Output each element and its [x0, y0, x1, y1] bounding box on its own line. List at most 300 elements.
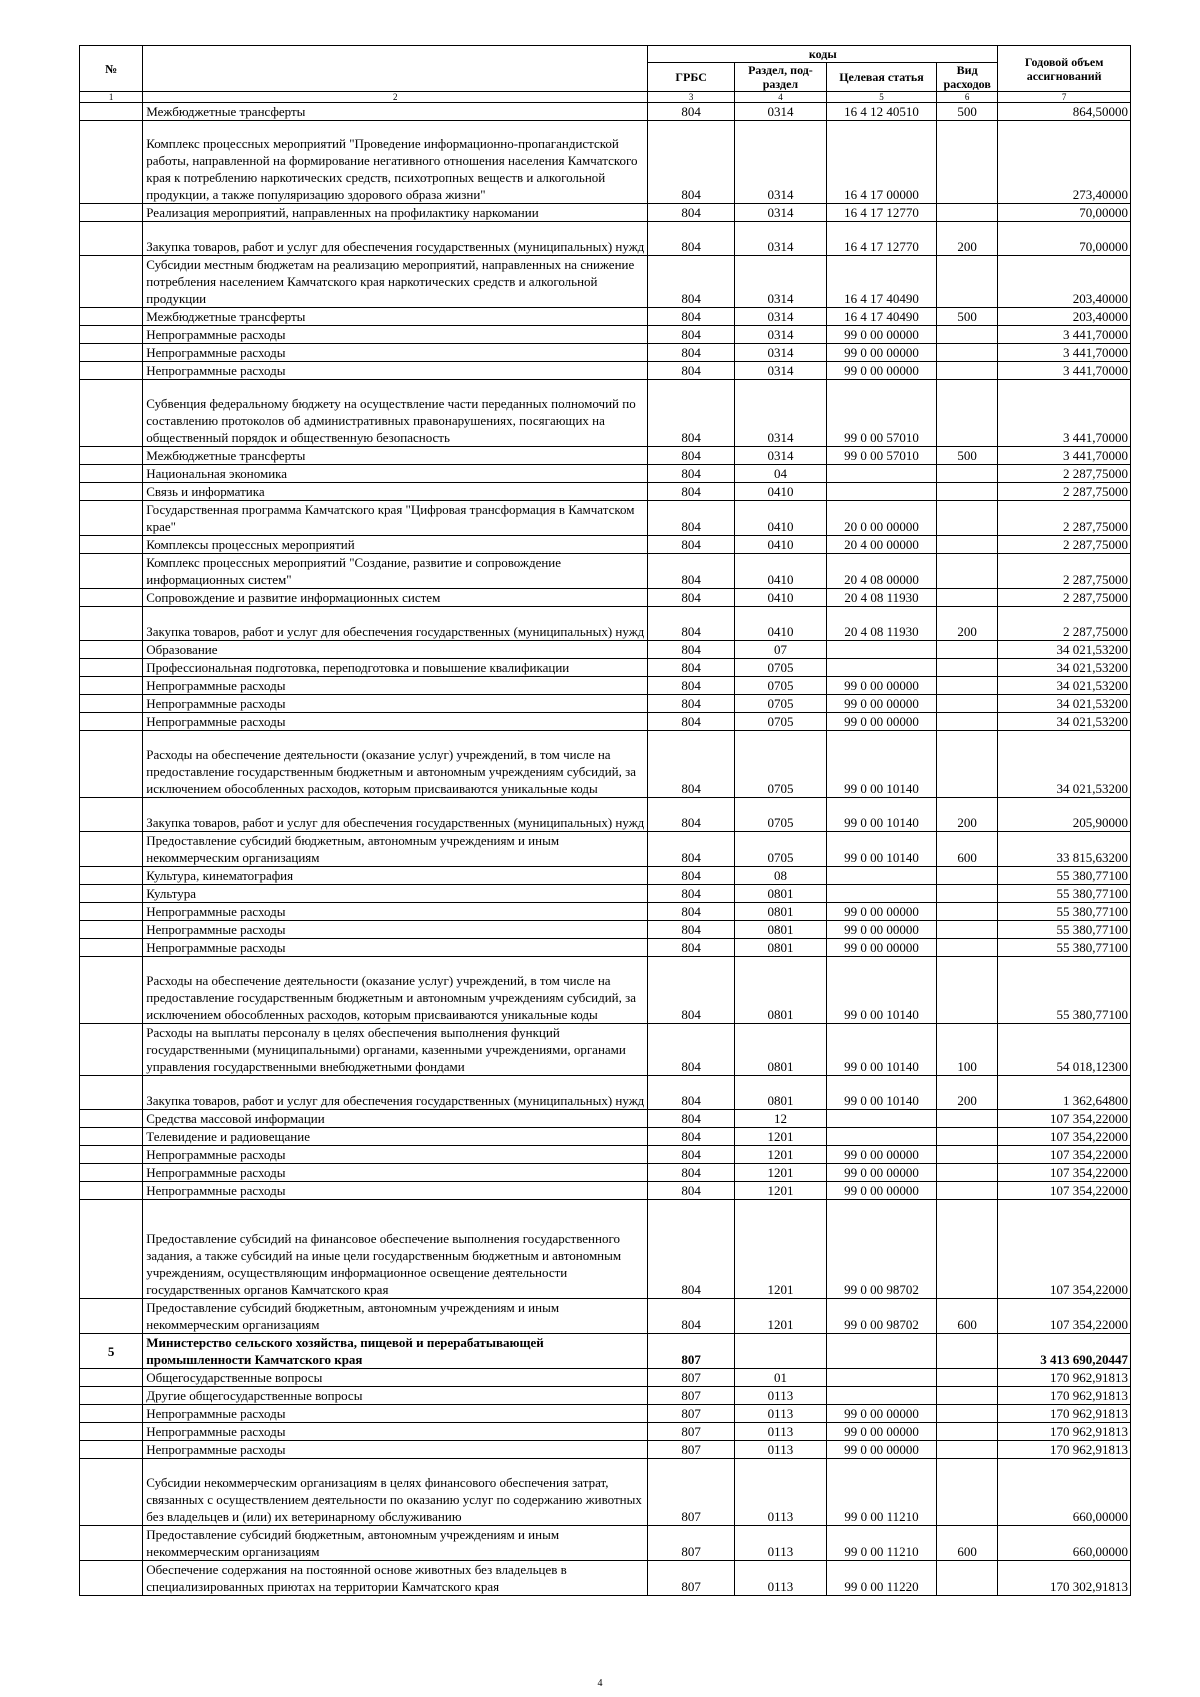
row-name-cell: Национальная экономика: [143, 465, 648, 483]
row-target-article-cell: 20 4 00 00000: [826, 536, 936, 554]
row-name-cell: Культура, кинематография: [143, 867, 648, 885]
row-grbs-cell: 807: [648, 1526, 735, 1561]
row-amount-cell: 660,00000: [998, 1459, 1131, 1526]
row-grbs-cell: 804: [648, 798, 735, 832]
row-amount-cell: 34 021,53200: [998, 713, 1131, 731]
table-row: [80, 1405, 1131, 1423]
row-section-cell: 0410: [735, 536, 827, 554]
row-target-article-cell: 99 0 00 00000: [826, 1164, 936, 1182]
table-body: [80, 103, 1131, 1596]
table-row: [80, 362, 1131, 380]
row-amount-cell: 55 380,77100: [998, 885, 1131, 903]
row-target-article-cell: 99 0 00 10140: [826, 1076, 936, 1110]
table-row: [80, 641, 1131, 659]
row-number-cell: [80, 465, 143, 483]
row-name-cell: Предоставление субсидий бюджетным, автономным учреждениям и иным некоммерческим организациям: [143, 1299, 648, 1334]
row-target-article-cell: 99 0 00 00000: [826, 326, 936, 344]
row-target-article-cell: 99 0 00 57010: [826, 380, 936, 447]
row-section-cell: 0113: [735, 1405, 827, 1423]
row-amount-cell: 107 354,22000: [998, 1182, 1131, 1200]
row-name-cell: Закупка товаров, работ и услуг для обеспечения государственных (муниципальных) нужд: [143, 798, 648, 832]
row-name-cell: Непрограммные расходы: [143, 677, 648, 695]
row-grbs-cell: 804: [648, 501, 735, 536]
row-amount-cell: 55 380,77100: [998, 957, 1131, 1024]
row-expense-type-cell: [937, 867, 998, 885]
row-target-article-cell: 99 0 00 57010: [826, 447, 936, 465]
row-number-cell: [80, 1164, 143, 1182]
row-target-article-cell: 99 0 00 00000: [826, 1441, 936, 1459]
row-grbs-cell: 804: [648, 903, 735, 921]
row-number-cell: [80, 1405, 143, 1423]
row-expense-type-cell: [937, 1405, 998, 1423]
row-expense-type-cell: [937, 1561, 998, 1596]
row-amount-cell: 107 354,22000: [998, 1146, 1131, 1164]
row-number-cell: [80, 903, 143, 921]
row-name-cell: Непрограммные расходы: [143, 695, 648, 713]
row-section-cell: 0801: [735, 1076, 827, 1110]
row-expense-type-cell: [937, 921, 998, 939]
row-target-article-cell: [826, 867, 936, 885]
row-amount-cell: 2 287,75000: [998, 536, 1131, 554]
row-target-article-cell: 99 0 00 10140: [826, 798, 936, 832]
row-expense-type-cell: [937, 1459, 998, 1526]
row-number-cell: [80, 326, 143, 344]
row-grbs-cell: 807: [648, 1334, 735, 1369]
row-target-article-cell: [826, 1334, 936, 1369]
row-section-cell: 1201: [735, 1299, 827, 1334]
row-grbs-cell: 804: [648, 885, 735, 903]
row-expense-type-cell: [937, 326, 998, 344]
row-name-cell: Комплексы процессных мероприятий: [143, 536, 648, 554]
table-row: [80, 1387, 1131, 1405]
header-name: [143, 46, 648, 92]
column-number: 4: [735, 92, 827, 103]
row-target-article-cell: [826, 1387, 936, 1405]
row-name-cell: Комплекс процессных мероприятий "Создание, развитие и сопровождение информационных систем": [143, 554, 648, 589]
row-number-cell: [80, 713, 143, 731]
row-grbs-cell: 804: [648, 921, 735, 939]
row-expense-type-cell: [937, 641, 998, 659]
row-target-article-cell: [826, 465, 936, 483]
row-section-cell: 0705: [735, 832, 827, 867]
row-grbs-cell: 804: [648, 607, 735, 641]
row-section-cell: 0113: [735, 1441, 827, 1459]
row-amount-cell: 107 354,22000: [998, 1299, 1131, 1334]
row-name-cell: Закупка товаров, работ и услуг для обеспечения государственных (муниципальных) нужд: [143, 607, 648, 641]
row-name-cell: Общегосударственные вопросы: [143, 1369, 648, 1387]
row-target-article-cell: [826, 885, 936, 903]
table-row: [80, 1423, 1131, 1441]
row-section-cell: 08: [735, 867, 827, 885]
row-amount-cell: 660,00000: [998, 1526, 1131, 1561]
row-expense-type-cell: [937, 1200, 998, 1299]
row-section-cell: 1201: [735, 1182, 827, 1200]
row-expense-type-cell: [937, 1146, 998, 1164]
table-row: [80, 465, 1131, 483]
header-annual-volume: Годовой объем ассигнований: [998, 46, 1131, 92]
table-row: [80, 308, 1131, 326]
row-section-cell: 0801: [735, 921, 827, 939]
row-grbs-cell: 804: [648, 222, 735, 256]
row-name-cell: Непрограммные расходы: [143, 344, 648, 362]
row-grbs-cell: 804: [648, 326, 735, 344]
row-expense-type-cell: [937, 1387, 998, 1405]
row-grbs-cell: 804: [648, 344, 735, 362]
row-number-cell: [80, 1024, 143, 1076]
table-row: [80, 1164, 1131, 1182]
row-expense-type-cell: [937, 536, 998, 554]
row-amount-cell: 170 962,91813: [998, 1369, 1131, 1387]
row-target-article-cell: 99 0 00 00000: [826, 344, 936, 362]
row-target-article-cell: 99 0 00 00000: [826, 677, 936, 695]
table-header: [80, 46, 1131, 103]
table-row: [80, 1200, 1131, 1299]
row-expense-type-cell: [937, 1128, 998, 1146]
row-target-article-cell: [826, 659, 936, 677]
row-target-article-cell: 20 0 00 00000: [826, 501, 936, 536]
row-expense-type-cell: [937, 1334, 998, 1369]
row-number-cell: [80, 1076, 143, 1110]
row-expense-type-cell: 200: [937, 607, 998, 641]
table-row: [80, 554, 1131, 589]
row-number-cell: [80, 677, 143, 695]
table-row: [80, 380, 1131, 447]
row-number-cell: [80, 589, 143, 607]
row-number-cell: [80, 695, 143, 713]
row-amount-cell: 2 287,75000: [998, 465, 1131, 483]
header-target-article: Целевая статья: [826, 63, 936, 92]
row-target-article-cell: 20 4 08 00000: [826, 554, 936, 589]
row-section-cell: 0113: [735, 1459, 827, 1526]
row-grbs-cell: 804: [648, 589, 735, 607]
table-row: [80, 713, 1131, 731]
row-section-cell: [735, 1334, 827, 1369]
budget-table: [79, 45, 1131, 1596]
table-row: [80, 121, 1131, 204]
row-target-article-cell: [826, 1110, 936, 1128]
row-amount-cell: 170 302,91813: [998, 1561, 1131, 1596]
row-amount-cell: 34 021,53200: [998, 677, 1131, 695]
table-row: [80, 1369, 1131, 1387]
row-grbs-cell: 807: [648, 1423, 735, 1441]
row-grbs-cell: 804: [648, 641, 735, 659]
table-row: [80, 885, 1131, 903]
row-grbs-cell: 804: [648, 1024, 735, 1076]
row-section-cell: 07: [735, 641, 827, 659]
row-amount-cell: 170 962,91813: [998, 1423, 1131, 1441]
row-name-cell: Культура: [143, 885, 648, 903]
row-name-cell: Предоставление субсидий бюджетным, автономным учреждениям и иным некоммерческим организациям: [143, 1526, 648, 1561]
table-row: [80, 344, 1131, 362]
row-number-cell: [80, 344, 143, 362]
table-row: [80, 695, 1131, 713]
table-row: [80, 1076, 1131, 1110]
row-number-cell: [80, 1128, 143, 1146]
row-number-cell: [80, 1526, 143, 1561]
row-grbs-cell: 804: [648, 939, 735, 957]
row-amount-cell: 170 962,91813: [998, 1387, 1131, 1405]
column-number: 1: [80, 92, 143, 103]
table-row: [80, 798, 1131, 832]
row-section-cell: 0314: [735, 326, 827, 344]
column-number: 6: [937, 92, 998, 103]
table-row: [80, 501, 1131, 536]
row-expense-type-cell: [937, 554, 998, 589]
column-numbers-row: [80, 92, 1131, 103]
row-name-cell: Субсидии некоммерческим организациям в целях финансового обеспечения затрат, связанных с осуществлением деятельности по оказанию услуг по содержанию животных без владельцев и (или) их ветеринарному обслуживанию: [143, 1459, 648, 1526]
row-amount-cell: 3 441,70000: [998, 326, 1131, 344]
row-name-cell: Субсидии местным бюджетам на реализацию мероприятий, направленных на снижение потребления населением Камчатского края наркотических средств и алкогольной продукции: [143, 256, 648, 308]
row-target-article-cell: 99 0 00 10140: [826, 832, 936, 867]
row-section-cell: 0314: [735, 103, 827, 121]
row-name-cell: Непрограммные расходы: [143, 1182, 648, 1200]
row-number-cell: [80, 1369, 143, 1387]
row-target-article-cell: 99 0 00 10140: [826, 1024, 936, 1076]
row-section-cell: 0801: [735, 885, 827, 903]
row-section-cell: 0314: [735, 447, 827, 465]
row-number-cell: [80, 1182, 143, 1200]
row-grbs-cell: 804: [648, 204, 735, 222]
row-name-cell: Обеспечение содержания на постоянной основе животных без владельцев в специализированных приютах на территории Камчатского края: [143, 1561, 648, 1596]
row-name-cell: Закупка товаров, работ и услуг для обеспечения государственных (муниципальных) нужд: [143, 1076, 648, 1110]
row-amount-cell: 2 287,75000: [998, 589, 1131, 607]
table-row: [80, 256, 1131, 308]
row-number-cell: [80, 1459, 143, 1526]
row-target-article-cell: 99 0 00 00000: [826, 362, 936, 380]
row-name-cell: Непрограммные расходы: [143, 939, 648, 957]
row-grbs-cell: 804: [648, 1076, 735, 1110]
row-section-cell: 01: [735, 1369, 827, 1387]
row-grbs-cell: 804: [648, 1182, 735, 1200]
row-expense-type-cell: [937, 903, 998, 921]
table-row: [80, 1299, 1131, 1334]
table-row: [80, 589, 1131, 607]
row-grbs-cell: 804: [648, 1110, 735, 1128]
row-section-cell: 0801: [735, 903, 827, 921]
row-grbs-cell: 804: [648, 362, 735, 380]
row-grbs-cell: 804: [648, 957, 735, 1024]
row-name-cell: Расходы на выплаты персоналу в целях обеспечения выполнения функций государственными (муниципальными) органами, казенными учреждениями, органами управления государственными внебюджетными фондами: [143, 1024, 648, 1076]
row-grbs-cell: 807: [648, 1459, 735, 1526]
row-name-cell: Непрограммные расходы: [143, 326, 648, 344]
table-row: [80, 222, 1131, 256]
row-grbs-cell: 804: [648, 121, 735, 204]
row-section-cell: 0113: [735, 1526, 827, 1561]
row-target-article-cell: [826, 483, 936, 501]
row-number-cell: [80, 501, 143, 536]
row-section-cell: 0314: [735, 344, 827, 362]
row-amount-cell: 34 021,53200: [998, 641, 1131, 659]
row-section-cell: 0113: [735, 1423, 827, 1441]
row-section-cell: 0705: [735, 695, 827, 713]
row-expense-type-cell: [937, 885, 998, 903]
table-row: [80, 921, 1131, 939]
row-section-cell: 04: [735, 465, 827, 483]
row-amount-cell: 33 815,63200: [998, 832, 1131, 867]
row-number-cell: [80, 121, 143, 204]
row-grbs-cell: 804: [648, 1164, 735, 1182]
row-target-article-cell: 16 4 17 40490: [826, 256, 936, 308]
row-name-cell: Другие общегосударственные вопросы: [143, 1387, 648, 1405]
row-amount-cell: 107 354,22000: [998, 1164, 1131, 1182]
row-target-article-cell: 16 4 12 40510: [826, 103, 936, 121]
row-section-cell: 0705: [735, 713, 827, 731]
row-expense-type-cell: 500: [937, 103, 998, 121]
row-expense-type-cell: 600: [937, 1526, 998, 1561]
column-number: 3: [648, 92, 735, 103]
row-number-cell: 5: [80, 1334, 143, 1369]
row-amount-cell: 107 354,22000: [998, 1128, 1131, 1146]
row-amount-cell: 34 021,53200: [998, 659, 1131, 677]
row-number-cell: [80, 204, 143, 222]
row-section-cell: 0314: [735, 121, 827, 204]
row-grbs-cell: 807: [648, 1441, 735, 1459]
row-amount-cell: 2 287,75000: [998, 501, 1131, 536]
row-number-cell: [80, 362, 143, 380]
row-target-article-cell: 99 0 00 00000: [826, 939, 936, 957]
row-target-article-cell: 99 0 00 98702: [826, 1200, 936, 1299]
row-name-cell: Комплекс процессных мероприятий "Проведение информационно-пропагандистской работы, направленной на формирование негативного отношения населения Камчатского края к потреблению наркотических средств, психотропных веществ и алкогольной продукции, а также популяризацию здорового образа жизни": [143, 121, 648, 204]
table-row: [80, 832, 1131, 867]
row-amount-cell: 205,90000: [998, 798, 1131, 832]
row-section-cell: 1201: [735, 1164, 827, 1182]
row-section-cell: 0705: [735, 731, 827, 798]
row-target-article-cell: 99 0 00 11210: [826, 1526, 936, 1561]
row-grbs-cell: 804: [648, 659, 735, 677]
row-name-cell: Предоставление субсидий бюджетным, автономным учреждениям и иным некоммерческим организациям: [143, 832, 648, 867]
row-name-cell: Предоставление субсидий на финансовое обеспечение выполнения государственного задания, а также субсидий на иные цели государственным бюджетным и автономным учреждениям, осуществляющим информационное освещение деятельности государственных органов Камчатского края: [143, 1200, 648, 1299]
row-target-article-cell: 99 0 00 11220: [826, 1561, 936, 1596]
row-expense-type-cell: [937, 362, 998, 380]
row-expense-type-cell: [937, 1423, 998, 1441]
row-grbs-cell: 807: [648, 1405, 735, 1423]
row-amount-cell: 55 380,77100: [998, 939, 1131, 957]
table-row: [80, 607, 1131, 641]
row-section-cell: 1201: [735, 1146, 827, 1164]
row-amount-cell: 273,40000: [998, 121, 1131, 204]
row-number-cell: [80, 867, 143, 885]
table-row: [80, 957, 1131, 1024]
row-amount-cell: 34 021,53200: [998, 695, 1131, 713]
row-grbs-cell: 804: [648, 1128, 735, 1146]
row-number-cell: [80, 1423, 143, 1441]
row-name-cell: Межбюджетные трансферты: [143, 308, 648, 326]
row-expense-type-cell: [937, 939, 998, 957]
row-expense-type-cell: 500: [937, 447, 998, 465]
row-number-cell: [80, 554, 143, 589]
row-number-cell: [80, 256, 143, 308]
row-grbs-cell: 804: [648, 554, 735, 589]
row-target-article-cell: 20 4 08 11930: [826, 589, 936, 607]
row-expense-type-cell: [937, 483, 998, 501]
row-number-cell: [80, 1441, 143, 1459]
row-expense-type-cell: [937, 380, 998, 447]
row-grbs-cell: 804: [648, 1200, 735, 1299]
table-row: [80, 1441, 1131, 1459]
row-amount-cell: 55 380,77100: [998, 867, 1131, 885]
row-target-article-cell: 99 0 00 11210: [826, 1459, 936, 1526]
row-section-cell: 0410: [735, 501, 827, 536]
row-target-article-cell: 99 0 00 00000: [826, 1146, 936, 1164]
row-number-cell: [80, 607, 143, 641]
row-target-article-cell: 16 4 17 12770: [826, 204, 936, 222]
row-number-cell: [80, 1110, 143, 1128]
row-grbs-cell: 804: [648, 1299, 735, 1334]
row-target-article-cell: 99 0 00 00000: [826, 903, 936, 921]
row-expense-type-cell: [937, 256, 998, 308]
row-name-cell: Непрограммные расходы: [143, 921, 648, 939]
row-section-cell: 0410: [735, 554, 827, 589]
row-target-article-cell: 99 0 00 00000: [826, 1423, 936, 1441]
row-expense-type-cell: [937, 204, 998, 222]
row-section-cell: 0314: [735, 380, 827, 447]
table-row: [80, 1182, 1131, 1200]
row-expense-type-cell: [937, 344, 998, 362]
row-number-cell: [80, 1200, 143, 1299]
row-grbs-cell: 807: [648, 1561, 735, 1596]
row-amount-cell: 55 380,77100: [998, 921, 1131, 939]
row-expense-type-cell: 200: [937, 798, 998, 832]
row-grbs-cell: 804: [648, 867, 735, 885]
row-expense-type-cell: [937, 501, 998, 536]
row-grbs-cell: 804: [648, 380, 735, 447]
row-number-cell: [80, 483, 143, 501]
row-number-cell: [80, 731, 143, 798]
row-expense-type-cell: 200: [937, 1076, 998, 1110]
row-number-cell: [80, 939, 143, 957]
row-amount-cell: 864,50000: [998, 103, 1131, 121]
row-section-cell: 0801: [735, 939, 827, 957]
row-number-cell: [80, 641, 143, 659]
row-section-cell: 0705: [735, 798, 827, 832]
row-grbs-cell: 804: [648, 256, 735, 308]
table-row: [80, 326, 1131, 344]
table-row: [80, 1526, 1131, 1561]
row-number-cell: [80, 103, 143, 121]
row-name-cell: Средства массовой информации: [143, 1110, 648, 1128]
row-name-cell: Непрограммные расходы: [143, 1146, 648, 1164]
row-number-cell: [80, 222, 143, 256]
row-grbs-cell: 804: [648, 447, 735, 465]
row-grbs-cell: 804: [648, 536, 735, 554]
row-section-cell: 0314: [735, 204, 827, 222]
table-row: [80, 867, 1131, 885]
row-name-cell: Межбюджетные трансферты: [143, 103, 648, 121]
row-amount-cell: 2 287,75000: [998, 554, 1131, 589]
page-number: 4: [597, 1678, 603, 1689]
row-number-cell: [80, 536, 143, 554]
row-expense-type-cell: [937, 695, 998, 713]
row-amount-cell: 203,40000: [998, 308, 1131, 326]
table-row: [80, 1146, 1131, 1164]
row-expense-type-cell: 600: [937, 1299, 998, 1334]
row-amount-cell: 54 018,12300: [998, 1024, 1131, 1076]
header-num: №: [80, 46, 143, 92]
row-number-cell: [80, 832, 143, 867]
row-amount-cell: 3 441,70000: [998, 380, 1131, 447]
row-expense-type-cell: [937, 1110, 998, 1128]
table-row: [80, 483, 1131, 501]
row-grbs-cell: 804: [648, 1146, 735, 1164]
table-row: [80, 677, 1131, 695]
row-name-cell: Сопровождение и развитие информационных систем: [143, 589, 648, 607]
row-amount-cell: 170 962,91813: [998, 1441, 1131, 1459]
table-row: [80, 1024, 1131, 1076]
header-grbs: ГРБС: [648, 63, 735, 92]
row-amount-cell: 3 441,70000: [998, 447, 1131, 465]
row-name-cell: Государственная программа Камчатского края "Цифровая трансформация в Камчатском крае": [143, 501, 648, 536]
row-number-cell: [80, 798, 143, 832]
